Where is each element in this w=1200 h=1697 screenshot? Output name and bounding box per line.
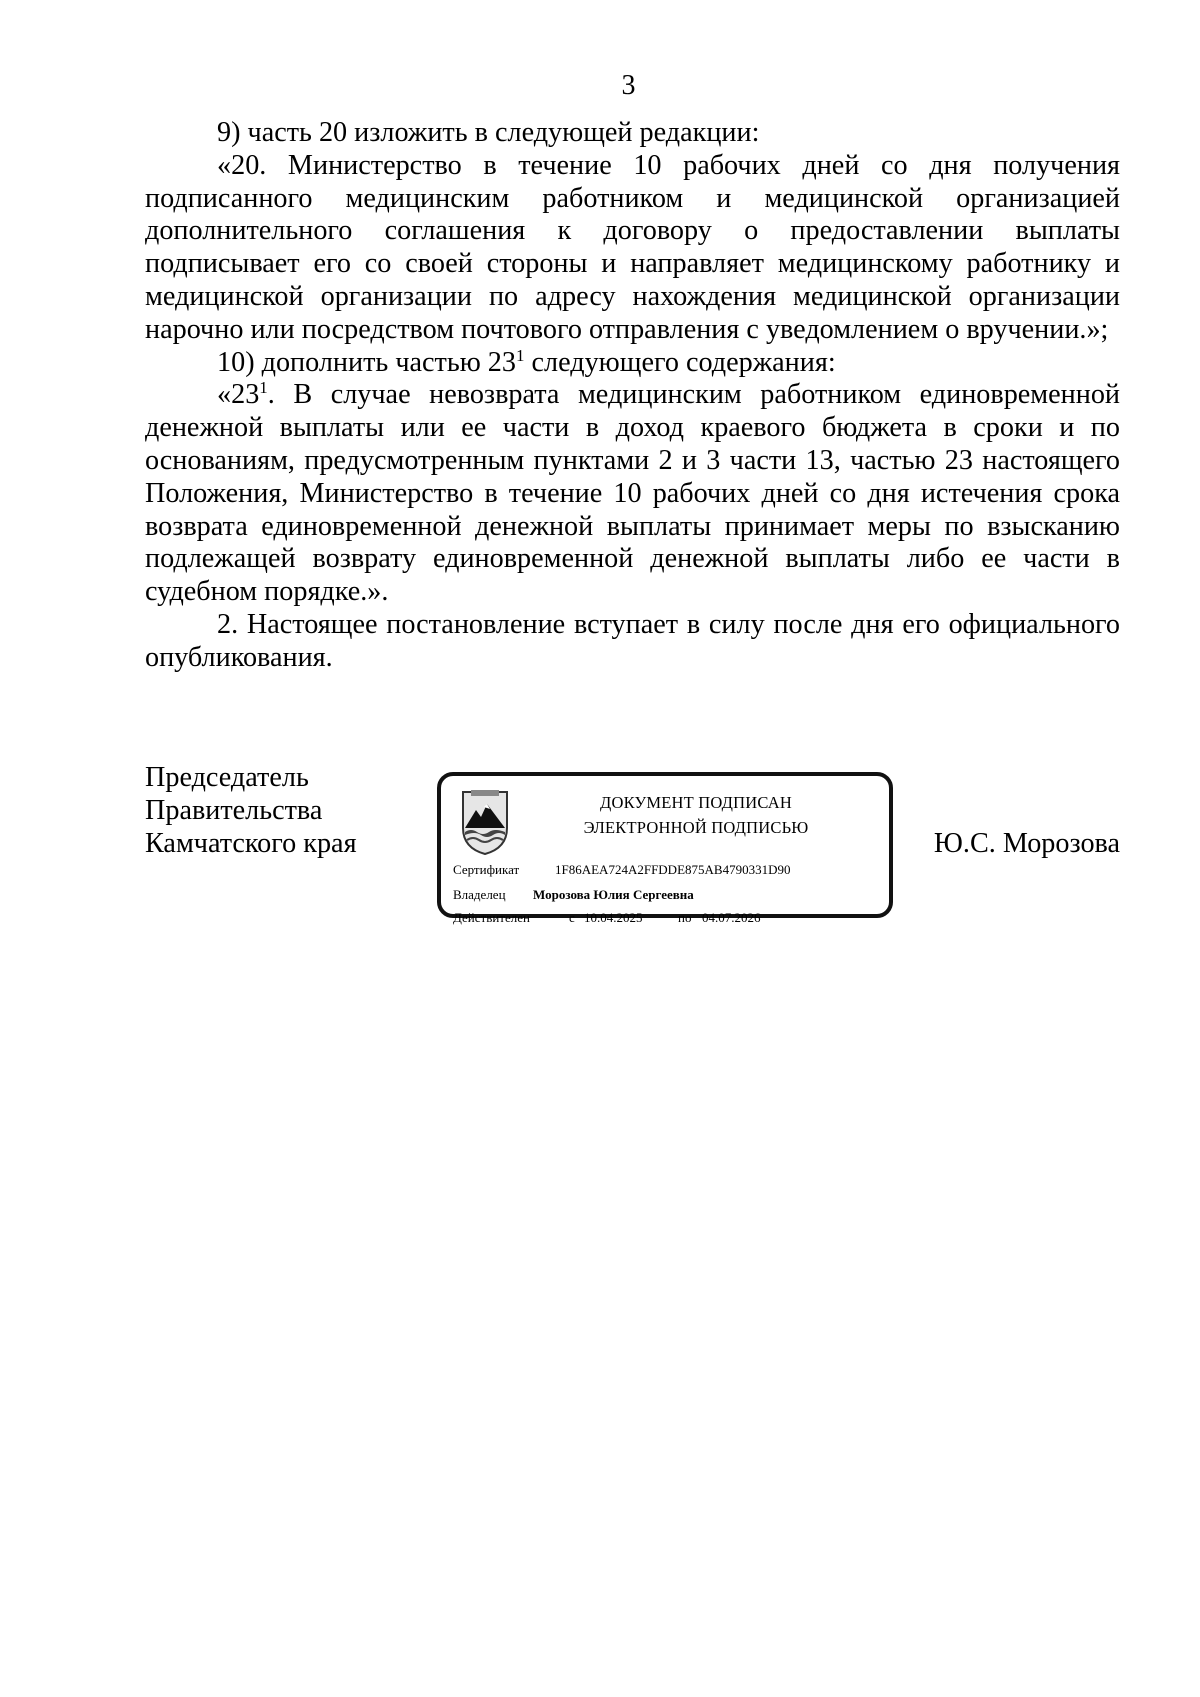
stamp-header-line-2: ЭЛЕКТРОННОЙ ПОДПИСЬЮ	[583, 818, 809, 837]
superscript-index: 1	[515, 345, 525, 365]
certificate-value: 1F86AEA724A2FFDDE875AB4790331D90	[555, 862, 791, 877]
validity-label: Действителен	[453, 910, 530, 925]
superscript-index: 1	[259, 378, 268, 398]
signature-block	[145, 762, 1120, 942]
paragraph-item-9: 9) часть 20 изложить в следующей редакции:	[217, 117, 760, 148]
paragraph-part-23-1-start: «23	[217, 379, 260, 411]
valid-from-label: с	[569, 910, 575, 925]
valid-from-date: 10.04.2025	[584, 910, 643, 925]
stamp-header	[551, 790, 841, 840]
page-number: 3	[621, 70, 636, 101]
stamp-certificate-row	[453, 862, 791, 878]
stamp-header-line-1: ДОКУМЕНТ ПОДПИСАН	[600, 793, 792, 812]
certificate-label: Сертификат	[453, 862, 520, 877]
paragraph-part-20-text: «20. Министерство в течение 10 рабочих дней со дня получения подписанного медицинским работником и медицинской организацией дополнительного соглашения к договору о предоставлении выплаты подписывает его со своей стороны и направляет медицинскому работнику и медицинской организации по адресу нахождения медицинской организации нарочно или посредством почтового отправления с уведомлением о вручении.»;	[145, 149, 1120, 345]
paragraph-item-10-end: следующего содержания:	[524, 346, 836, 378]
stamp-owner-row	[453, 887, 694, 903]
kamchatka-coat-of-arms-icon	[459, 788, 511, 856]
paragraph-item-10-start: 10) дополнить частью 23	[217, 346, 516, 378]
valid-to-date: 04.07.2026	[702, 910, 761, 925]
signer-title-line-2: Правительства	[145, 794, 323, 826]
signer-title-line-3: Камчатского края	[145, 827, 357, 859]
owner-value: Морозова Юлия Сергеевна	[533, 887, 694, 902]
paragraph-part-23-1-text	[145, 379, 1120, 609]
valid-to-label: по	[678, 910, 692, 925]
owner-label: Владелец	[453, 887, 506, 902]
signer-name: Ю.С. Морозова	[933, 827, 1120, 859]
paragraph-part-23-1-body: . В случае невозврата медицинским работником единовременной денежной выплаты или ее части в доход краевого бюджета в сроки и по основаниям, предусмотренным пунктами 2 и 3 части 13, частью 23 настоящего Положения, Министерство в течение 10 рабочих дней со дня истечения срока возврата единовременной денежной выплаты принимает меры по взысканию подлежащей возврату единовременной денежной выплаты либо ее части в судебном порядке.».	[145, 379, 1120, 608]
document-body	[145, 117, 1120, 675]
paragraph-entry-into-force: 2. Настоящее постановление вступает в силу после дня его официального опубликования.	[145, 608, 1120, 673]
paragraph-item-10	[145, 347, 1120, 380]
signer-title-line-1: Председатель	[145, 762, 309, 793]
stamp-validity-row	[453, 910, 761, 926]
electronic-signature-stamp	[437, 772, 893, 925]
signer-title	[145, 762, 357, 860]
